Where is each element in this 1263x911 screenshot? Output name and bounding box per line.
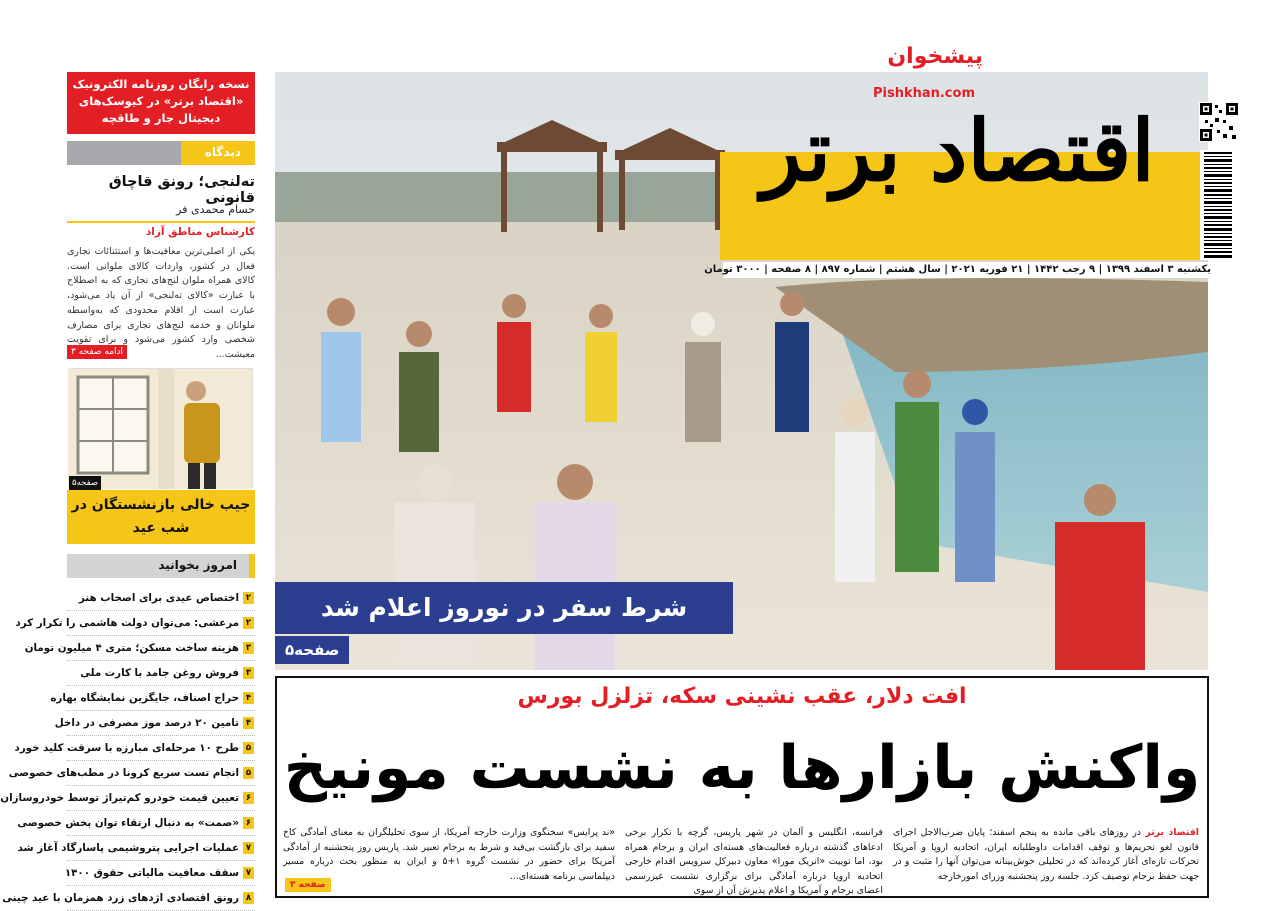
retiree-photo-art xyxy=(68,369,252,489)
list-item[interactable] xyxy=(8,761,255,786)
section-header-opinion xyxy=(67,141,255,165)
list-item[interactable] xyxy=(67,661,255,686)
page-number: ۲ xyxy=(243,592,254,604)
list-item-text: طرح ۱۰ مرحله‌ای مبارزه با سرقت کلید خورد xyxy=(14,742,239,754)
list-item[interactable] xyxy=(64,861,255,886)
list-item-text: «صمت» به دنبال ارتقاء توان بخش خصوصی xyxy=(17,817,239,829)
lead-column-3: «ند پرایس» سخنگوی وزارت خارجه آمریکا، از سوی تحلیلگران به معنای آمادگی کاخ سفید برای بازگشت بی‌قید و شرط به برجام تعبیر شد. پاریس روز پنجشنبه از آمادگی آمریکا برای حضور در نشست گروه ۱+۵ و ایران به منظور بحث درباره مسیر دیپلماسی برنامه هسته‌ای... xyxy=(283,827,615,882)
newspaper-logo[interactable]: اقتصاد برتر xyxy=(761,101,1155,200)
promo-banner[interactable]: نسخه رایگان روزنامه الکترونیک «اقتصاد برتر» در کیوسک‌های دیجیتال جار و طاقچه xyxy=(67,72,255,134)
section-accent xyxy=(249,554,255,578)
list-item[interactable] xyxy=(2,886,255,911)
list-item-text: انجام تست سریع کرونا در مطب‌های خصوصی xyxy=(8,767,239,779)
page-number: ۶ xyxy=(243,792,254,804)
qr-code-icon[interactable] xyxy=(1199,102,1239,142)
cover-headline[interactable]: شرط سفر در نوروز اعلام شد xyxy=(275,582,733,634)
list-item[interactable] xyxy=(67,586,255,611)
opinion-title[interactable]: ته‌لنجی؛ رونق قاچاق قانونی xyxy=(108,174,255,206)
page-number: ۸ xyxy=(243,892,254,904)
section-label: دیدگاه xyxy=(204,145,241,159)
lead-headline[interactable]: واکنش بازارها به نشست مونیخ xyxy=(283,733,1201,803)
list-item[interactable] xyxy=(14,736,255,761)
section-header-read-today xyxy=(67,554,255,578)
page-number: ۳ xyxy=(243,642,254,654)
issue-info: یکشنبه ۳ اسفند ۱۳۹۹ | ۹ رجب ۱۴۴۲ | ۲۱ فوریه ۲۰۲۱ | سال هشتم | شماره ۸۹۷ | ۸ صفحه | ۳۰۰۰ تومان xyxy=(723,262,1211,278)
page-number: ۲ xyxy=(243,617,254,629)
lead-page-link[interactable]: صفحه ۳ xyxy=(285,878,331,892)
page-number: ۴ xyxy=(243,692,254,704)
lead-column-1 xyxy=(893,826,1199,884)
list-item[interactable] xyxy=(15,611,255,636)
photo-story-title[interactable]: جیب خالی بازنشستگان در شب عید xyxy=(67,490,255,544)
list-item[interactable] xyxy=(0,786,255,811)
pishkhan-watermark xyxy=(863,44,983,104)
barcode-icon xyxy=(1200,150,1238,260)
opinion-body: یکی از اصلی‌ترین معافیت‌ها و استثنائات تجاری فعال در کشور، واردات کالای ملوانی است. کالای همراه ملوان لنج‌های تجاری که به اصطلاح با عبارت «کالای ته‌لنجی» از آن یاد می‌شود، عبارت است از اقلام محدودی که به‌واسطه ملوانان و خدمه لنج‌های تجاری برای مصارف شخصی وارد کشور می‌شود و برای تقویت معیشت... xyxy=(67,246,255,360)
list-item[interactable] xyxy=(54,711,255,736)
page-number: ۷ xyxy=(243,842,254,854)
list-item-text: اختصاص عیدی برای اصحاب هنر xyxy=(78,592,239,604)
page-number: ۵ xyxy=(243,767,254,779)
divider xyxy=(67,221,255,223)
list-item-text: حراج اصناف، جایگزین نمایشگاه بهاره xyxy=(50,692,239,704)
section-label: امروز بخوانید xyxy=(158,558,237,572)
photo-page-tag[interactable]: صفحه۵ xyxy=(69,476,101,490)
list-item-text: عملیات اجرایی پتروشیمی پاسارگاد آغاز شد xyxy=(17,842,239,854)
list-item-text: مرعشی: می‌توان دولت هاشمی را تکرار کرد xyxy=(15,617,239,629)
cover-page-link[interactable]: صفحه۵ xyxy=(275,636,349,664)
brand-tag: اقتصاد برتر xyxy=(1145,827,1199,838)
list-item-text: سقف معافیت مالیاتی حقوق ۱۴۰۰ xyxy=(64,867,239,879)
opinion-author-role: کارشناس مناطق آزاد xyxy=(145,226,255,238)
list-item[interactable] xyxy=(24,636,255,661)
list-item-text: تعیین قیمت خودرو کم‌تیراژ توسط خودروسازان xyxy=(0,792,239,804)
continue-link[interactable]: ادامه صفحه ۳ xyxy=(67,345,127,359)
page-number: ۳ xyxy=(243,667,254,679)
watermark-fa: پیشخوان xyxy=(887,44,983,69)
opinion-author: حسام محمدی فر xyxy=(176,203,255,216)
read-today-list xyxy=(0,586,255,911)
list-item[interactable] xyxy=(50,686,255,711)
watermark-en: Pishkhan.com xyxy=(872,86,975,101)
page-number: ۷ xyxy=(243,867,254,879)
lead-column-2: فرانسه، انگلیس و آلمان در شهر پاریس، گرچه با تکرار برخی ادعاهای گذشته درباره فعالیت‌های هسته‌ای ایران و برجام همراه بود، اما توییت «انریک مورا» معاون دبیرکل سرویس اقدام خارجی اتحادیه اروپا درباره آمادگی برای برگزاری نشست غیررسمی اعضای برجام و آمریکا و اعلام پذیرش آن از سوی xyxy=(625,827,883,896)
retiree-photo[interactable] xyxy=(69,368,253,488)
list-item[interactable] xyxy=(17,811,255,836)
list-item-text: رونق اقتصادی اژدهای زرد همزمان با عید چینی xyxy=(2,892,239,904)
list-item-text: فروش روغن جامد با کارت ملی xyxy=(80,667,239,679)
list-item[interactable] xyxy=(17,836,255,861)
lead-column-text: در روزهای باقی مانده به پنجم اسفند؛ پایان ضرب‌الاجل اجرای قانون لغو تحریم‌ها و توقف اقدامات داوطلبانه ایران، اتحادیه اروپا و آمریکا تحرکات تازه‌ای آغاز کرده‌اند که در تحلیلی خوش‌بینانه می‌توان آنها را مثبت و در جهت حفظ برجام توصیف کرد. جلسه روز پنجشنبه وزرای امورخارجه xyxy=(893,827,1199,882)
page-number: ۴ xyxy=(243,717,254,729)
lead-kicker[interactable]: افت دلار، عقب نشینی سکه، تزلزل بورس xyxy=(517,684,967,709)
page-number: ۵ xyxy=(243,742,254,754)
list-item-text: تامین ۲۰ درصد موز مصرفی در داخل xyxy=(54,717,239,729)
list-item-text: هزینه ساخت مسکن؛ متری ۴ میلیون تومان xyxy=(24,642,239,654)
page-number: ۶ xyxy=(243,817,254,829)
